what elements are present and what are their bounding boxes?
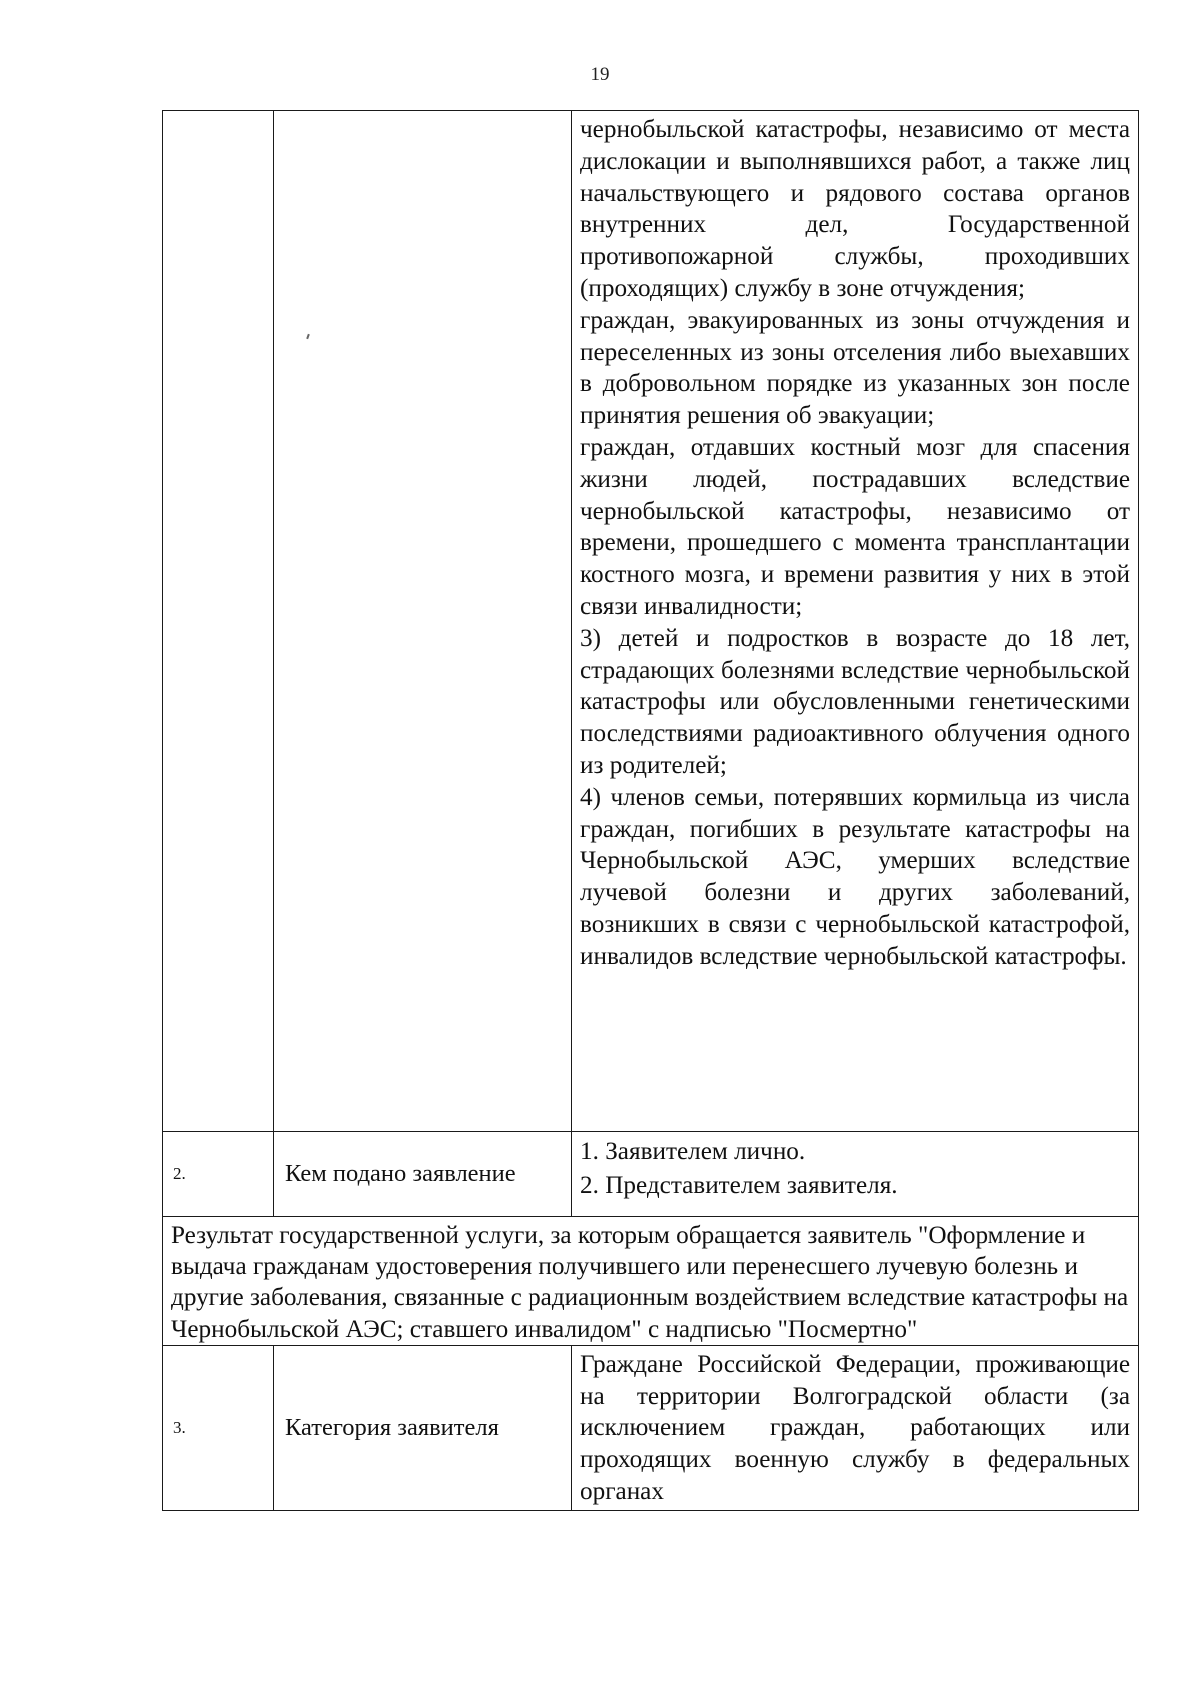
table-row — [163, 111, 1139, 1132]
row-label: Категория заявителя — [274, 1345, 572, 1510]
content-paragraph: граждан, отдавших костный мозг для спасения жизни людей, пострадавших вследствие чернобыльской катастрофы, независимо от времени, прошедшего с момента трансплантации костного мозга, и времени развития у них в этой связи инвалидности; — [580, 433, 1130, 620]
row-number — [163, 111, 274, 1132]
section-heading: Результат государственной услуги, за которым обращается заявитель "Оформление и выдача гражданам удостоверения получившего или перенесшего лучевую болезнь и другие заболевания, связанные с радиационным воздействием вследствие катастрофы на Чернобыльской АЭС; ставшего инвалидом" с надписью "Посмертно" — [163, 1217, 1139, 1346]
content-paragraph: 3) детей и подростков в возрасте до 18 лет, страдающих болезнями вследствие чернобыльской катастрофы или обусловленными генетическими последствиями радиоактивного облучения одного из родителей; — [580, 624, 1130, 779]
content-paragraph: 2. Представителем заявителя. — [580, 1172, 898, 1199]
table-row — [163, 1132, 1139, 1217]
table-row — [163, 1345, 1139, 1510]
page-number: 19 — [590, 64, 610, 85]
row-label — [274, 111, 572, 1132]
row-number: 2. — [163, 1132, 274, 1217]
row-content — [572, 1345, 1139, 1510]
row-content — [572, 111, 1139, 1132]
content-paragraph: 4) членов семьи, потерявших кормильца из числа граждан, погибших в результате катастрофы на Чернобыльской АЭС, умерших вследствие лучевой болезни и других заболеваний, возникших в связи с чернобыльской катастрофой, инвалидов вследствие чернобыльской катастрофы. — [580, 783, 1130, 970]
row-content — [572, 1132, 1139, 1217]
services-table — [162, 110, 1139, 1511]
row-number: 3. — [163, 1345, 274, 1510]
content-paragraph: граждан, эвакуированных из зоны отчуждения и переселенных из зоны отселения либо выехавших в добровольном порядке из указанных зон после принятия решения об эвакуации; — [580, 306, 1130, 430]
row-label: Кем подано заявление — [274, 1132, 572, 1217]
content-paragraph: 1. Заявителем лично. — [580, 1138, 806, 1165]
table-row — [163, 1217, 1139, 1346]
content-paragraph: чернобыльской катастрофы, независимо от места дислокации и выполнявшихся работ, а также лиц начальствующего и рядового состава органов внутренних дел, Государственной противопожарной службы, проходивших (проходящих) службу в зоне отчуждения; — [580, 116, 1130, 302]
content-paragraph: Граждане Российской Федерации, проживающие на территории Волгоградской области (за исключением граждан, работающих или проходящих военную службу в федеральных органах — [580, 1350, 1130, 1505]
